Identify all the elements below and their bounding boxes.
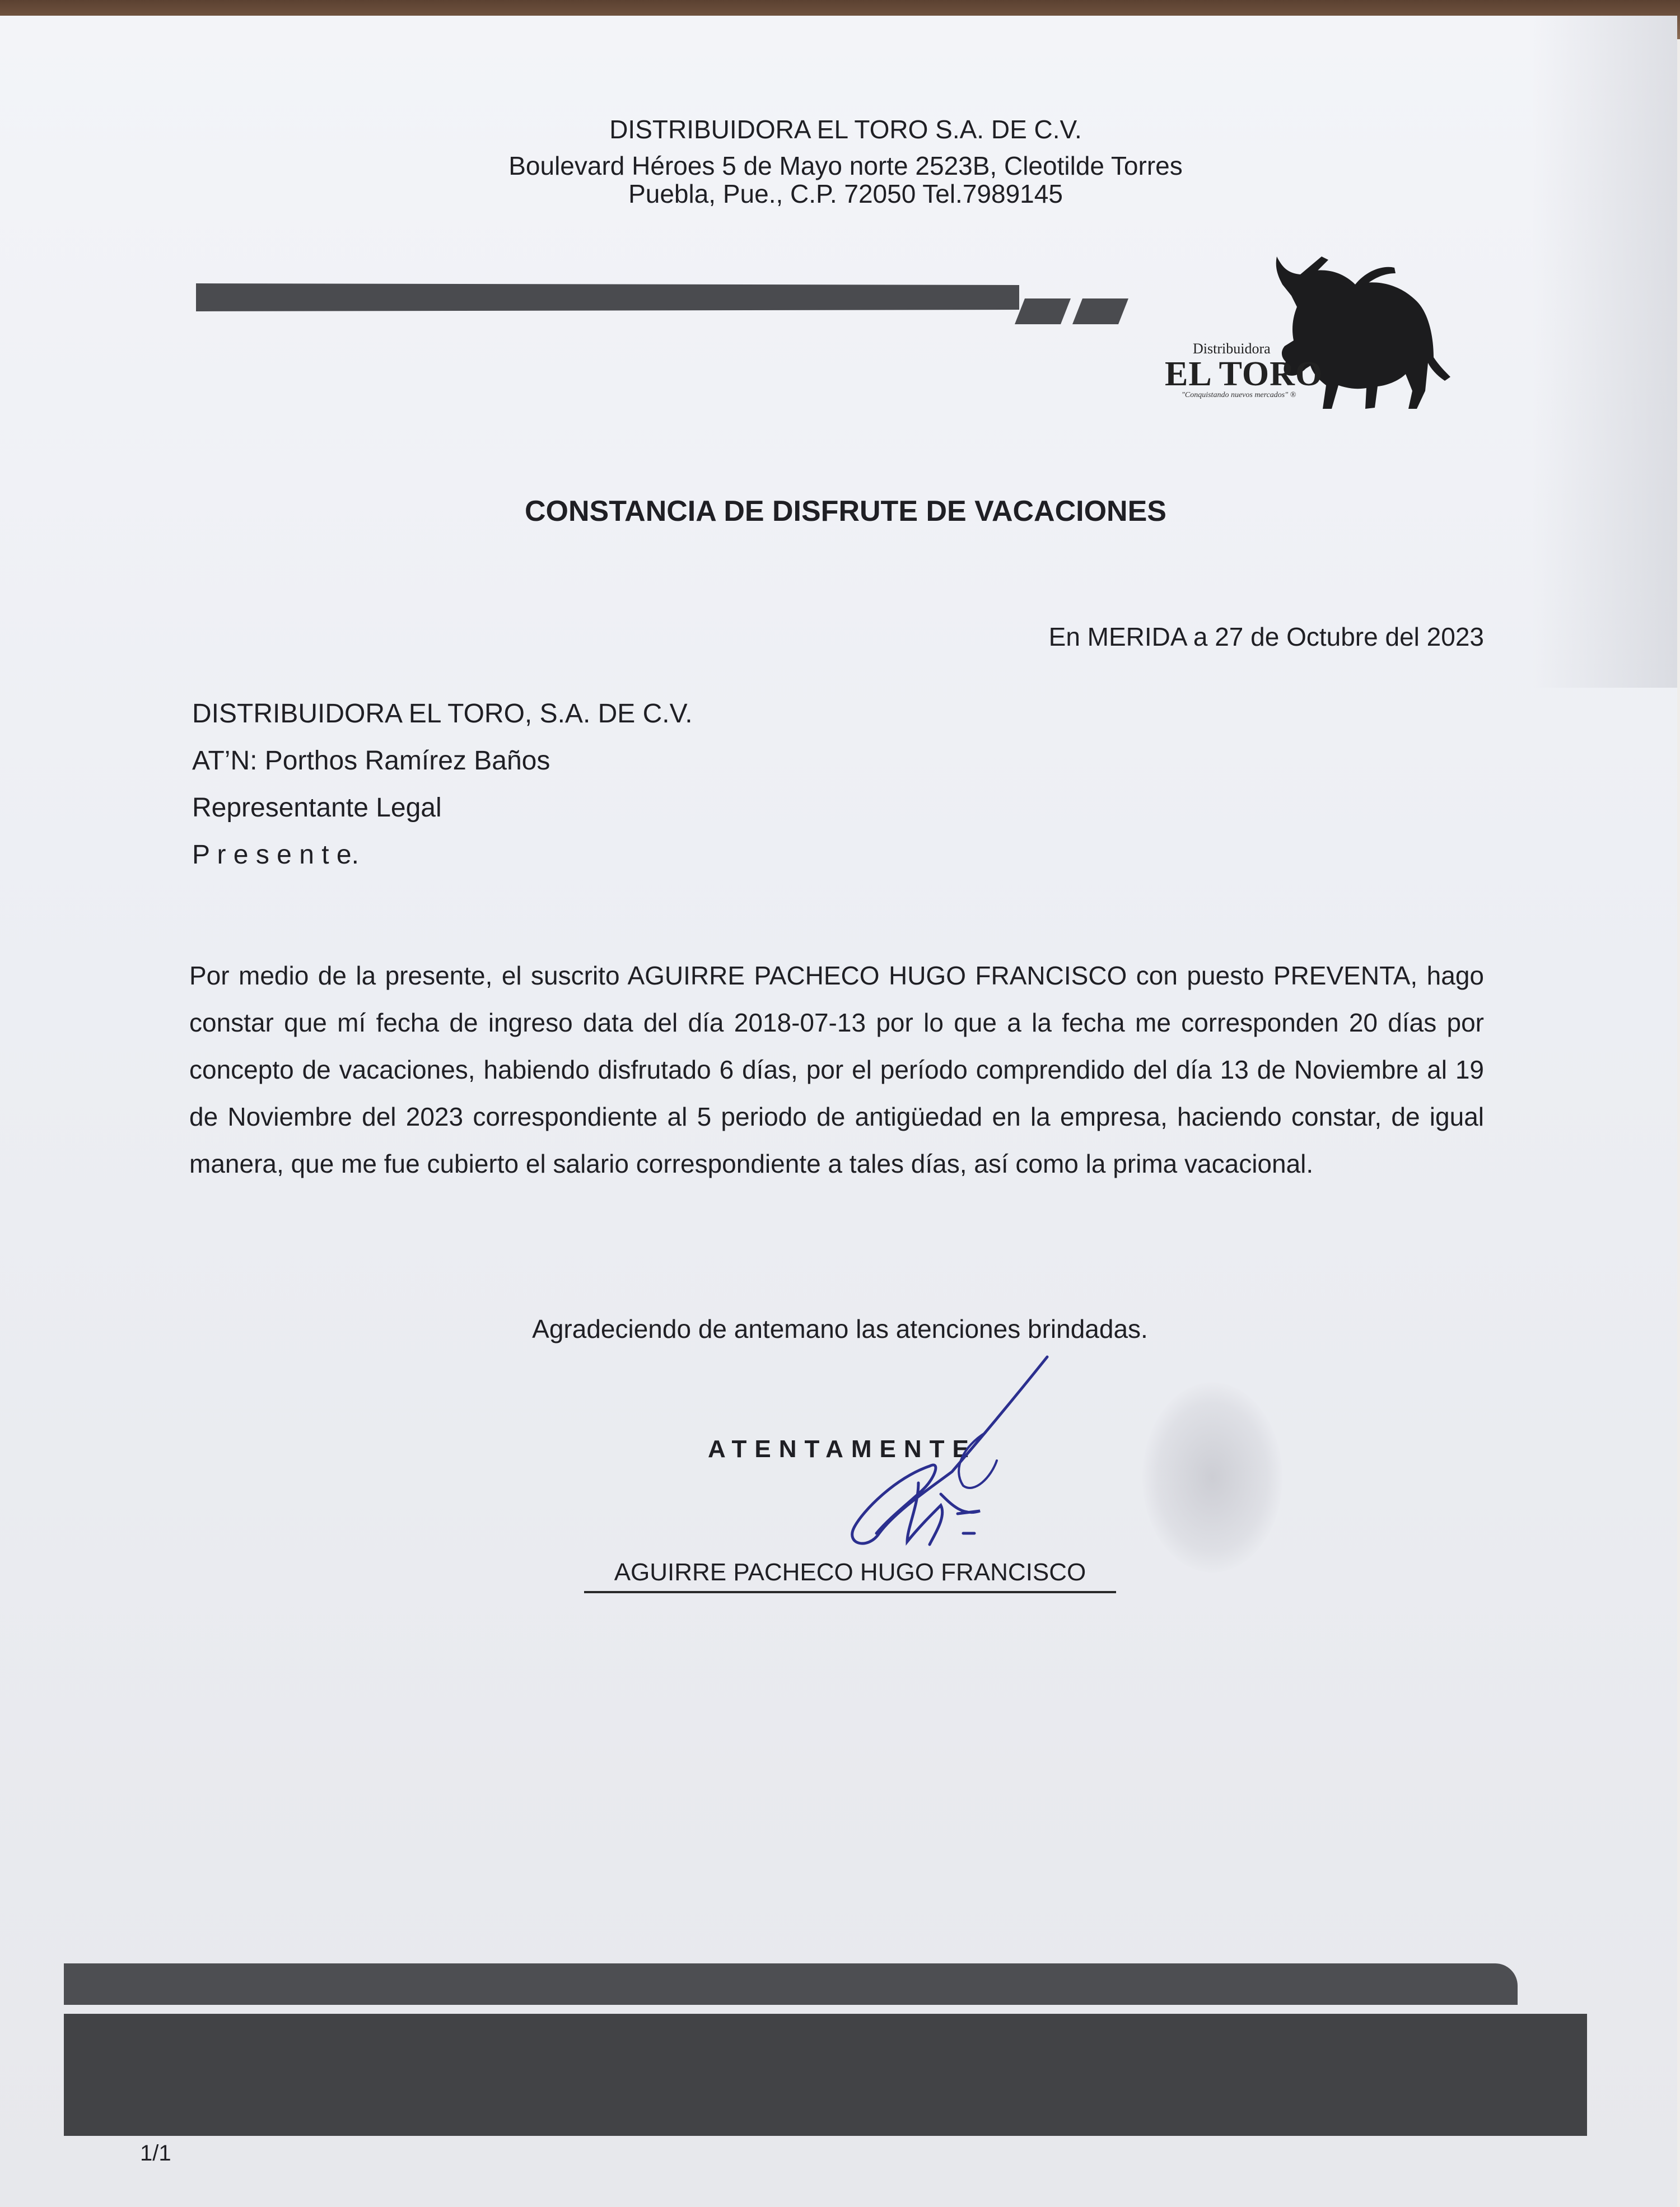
company-logo [1154, 251, 1456, 419]
logo-prefix: Distribuidora [1193, 340, 1271, 357]
header-chevron [1015, 298, 1071, 324]
header-chevron [1072, 298, 1128, 324]
signer-name: AGUIRRE PACHECO HUGO FRANCISCO [584, 1559, 1116, 1593]
logo-wordmark: EL TORO [1165, 355, 1323, 393]
document-title: CONSTANCIA DE DISFRUTE DE VACACIONES [525, 495, 1166, 528]
page-number: 1/1 [140, 2141, 171, 2166]
addressee-block [192, 690, 693, 879]
addressee-attention: AT’N: Porthos Ramírez Baños [192, 746, 550, 776]
closing-atentamente: ATENTAMENTE [708, 1435, 977, 1463]
logo-tagline: "Conquistando nuevos mercados" ® [1182, 391, 1296, 399]
letterhead-company: DISTRIBUIDORA EL TORO S.A. DE C.V. [609, 115, 1082, 144]
letterhead-city-phone: Puebla, Pue., C.P. 72050 Tel.7989145 [628, 179, 1063, 208]
addressee-presente: P r e s e n t e. [192, 840, 359, 870]
header-band [196, 283, 1019, 311]
fingerprint [1142, 1382, 1282, 1573]
paper-shadow [1532, 16, 1677, 688]
thanks-line: Agradeciendo de antemano las atenciones brindadas. [532, 1314, 1148, 1343]
footer-band-thick [64, 2014, 1587, 2136]
letterhead-address: Boulevard Héroes 5 de Mayo norte 2523B, Cleotilde Torres [508, 151, 1183, 180]
document-page [0, 16, 1677, 2207]
handwritten-signature [750, 1349, 1064, 1584]
addressee-company: DISTRIBUIDORA EL TORO, S.A. DE C.V. [192, 699, 693, 729]
addressee-role: Representante Legal [192, 793, 442, 823]
footer-band-thin [64, 1963, 1518, 2005]
body-paragraph: Por medio de la presente, el suscrito AGUIRRE PACHECO HUGO FRANCISCO con puesto PREVENTA, hago constar que mí fecha de ingreso data del día 2018-07-13 por lo que a la fecha me corresponden 20 días por concepto de vacaciones, habiendo disfrutado 6 días, por el período comprendido del día 13 de Noviembre al 19 de Noviembre del 2023 correspondiente al 5 periodo de antigüedad en la empresa, haciendo constar, de igual manera, que me fue cubierto el salario correspondiente a tales días, así como la prima vacacional. [189, 961, 1484, 1178]
letterhead [392, 16, 1299, 217]
place-date: En MERIDA a 27 de Octubre del 2023 [1048, 622, 1484, 651]
